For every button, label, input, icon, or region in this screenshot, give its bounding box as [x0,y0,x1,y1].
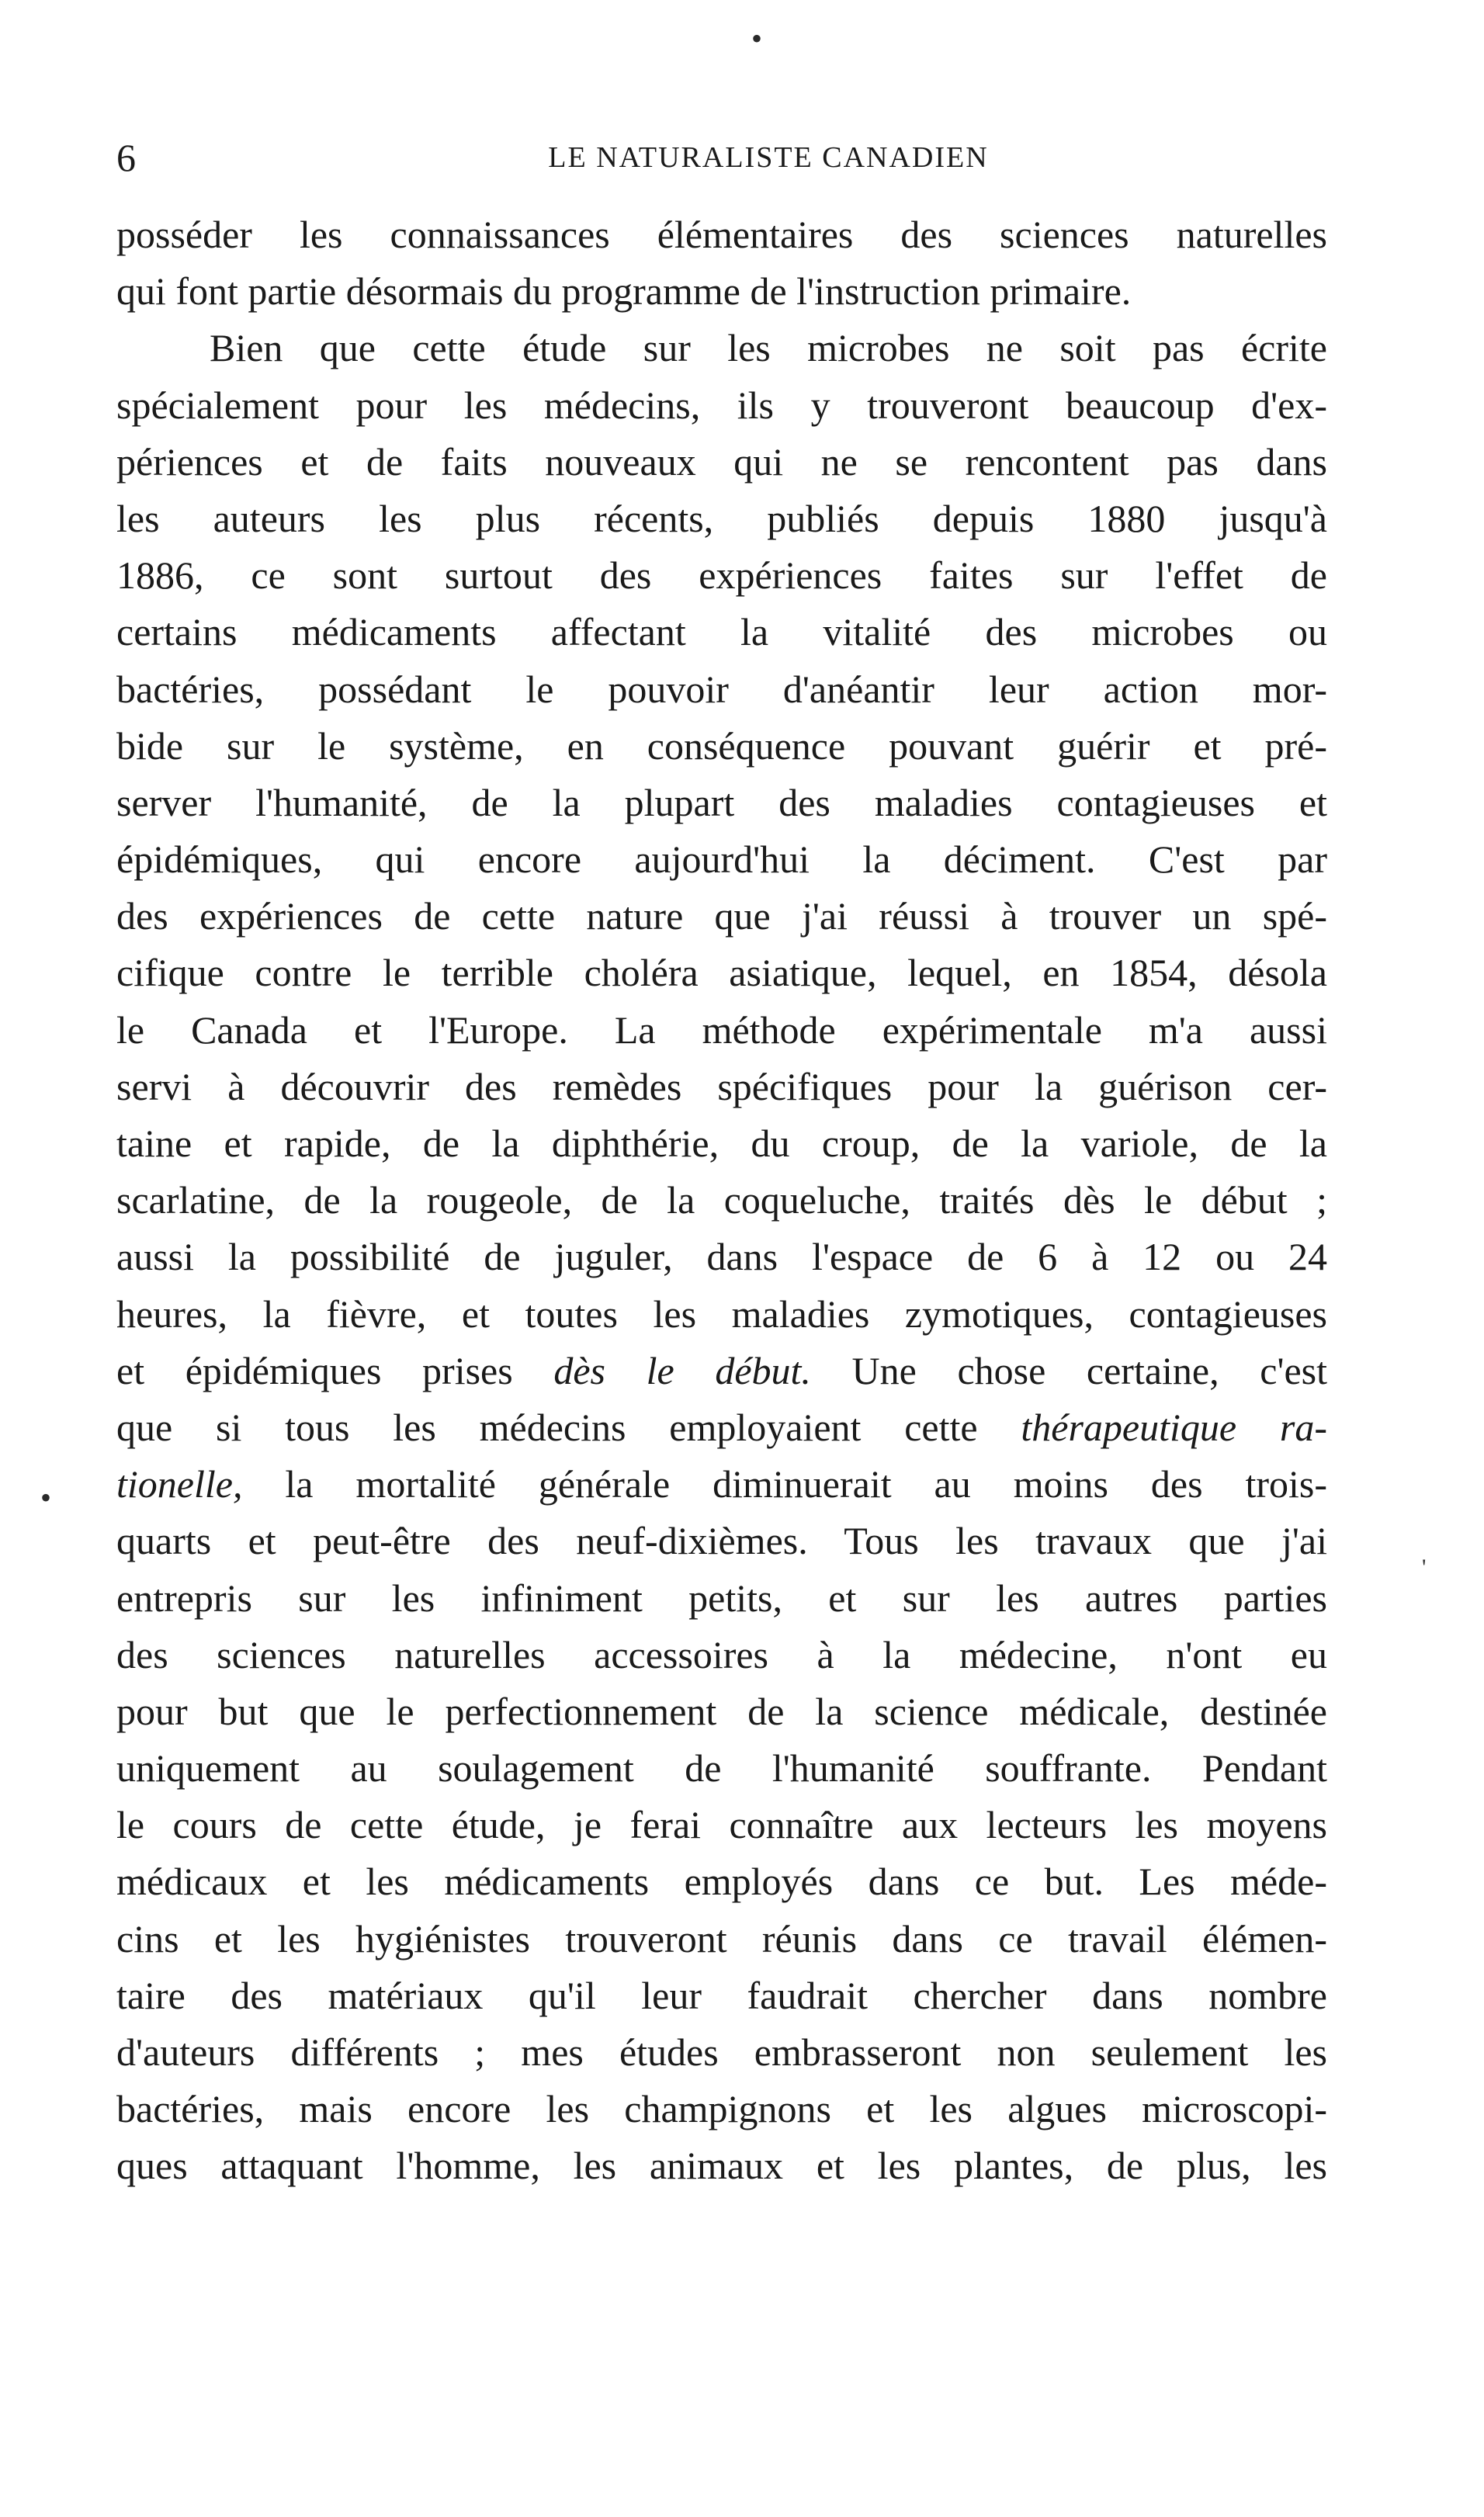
text-line: taire des matériaux qu'il leur faudrait chercher dans nombre [116,1973,1327,2017]
italic-text: tionelle, [116,1462,243,1506]
text-segment: et épidémiques prises [116,1348,513,1392]
body-text [116,206,1327,2195]
text-line: périences et de faits nouveaux qui ne se rencontent pas dans [116,439,1327,484]
text-line: le cours de cette étude, je ferai connaître aux lecteurs les moyens [116,1803,1327,1847]
text-line: posséder les connaissances élémentaires des sciences naturelles [116,213,1327,256]
text-line: bactéries, possédant le pouvoir d'anéantir leur action mor- [116,667,1327,711]
text-line: spécialement pour les médecins, ils y trouveront beaucoup d'ex- [116,383,1327,427]
print-speck: ' [1422,1555,1427,1580]
text-line: des sciences naturelles accessoires à la médecine, n'ont eu [116,1632,1327,1676]
text-line: uniquement au soulagement de l'humanité souffrante. Pendant [116,1746,1327,1791]
text-line: cins et les hygiénistes trouveront réunis dans ce travail élémen- [116,1916,1327,1961]
text-line: server l'humanité, de la plupart des maladies contagieuses et [116,780,1327,824]
text-segment: Une chose certaine, c'est [851,1348,1327,1392]
page-header [116,130,1327,185]
text-line [116,1399,1327,1456]
page-number: 6 [116,136,136,179]
text-line: quarts et peut-être des neuf-dixièmes. Tous les travaux que j'ai [116,1519,1327,1563]
text-line: médicaux et les médicaments employés dans ce but. Les méde- [116,1860,1327,1904]
text-line: des expériences de cette nature que j'ai réussi à trouver un spé- [116,894,1327,938]
text-line: taine et rapide, de la diphthérie, du croup, de la variole, de la [116,1122,1327,1165]
text-line: 1886, ce sont surtout des expériences faites sur l'effet de [116,553,1327,598]
text-line: certains médicaments affectant la vitalité des microbes ou [116,610,1327,654]
italic-text: thérapeutique ra- [1021,1405,1327,1449]
text-line: bactéries, mais encore les champignons et les algues microscopi- [116,2087,1327,2131]
text-line: d'auteurs différents ; mes études embrasseront non seulement les [116,2030,1327,2074]
text-line: bide sur le système, en conséquence pouvant guérir et pré- [116,723,1327,768]
text-line: heures, la fièvre, et toutes les maladies zymotiques, contagieuses [116,1291,1327,1336]
text-line: le Canada et l'Europe. La méthode expérimentale m'a aussi [116,1007,1327,1052]
text-line: ques attaquant l'homme, les animaux et les plantes, de plus, les [116,2144,1327,2188]
text-line: cifique contre le terrible choléra asiatique, lequel, en 1854, désola [116,951,1327,995]
margin-bullet-mark: • [40,1480,52,1515]
text-line [116,1343,1327,1399]
text-line: scarlatine, de la rougeole, de la coqueluche, traités dès le début ; [116,1178,1327,1222]
text-line [116,1456,1327,1513]
text-segment: que si tous les médecins employaient cette [116,1405,978,1449]
text-line: entrepris sur les infiniment petits, et sur les autres parties [116,1576,1327,1620]
italic-text: dès le début. [553,1348,811,1392]
text-line: servi à découvrir des remèdes spécifiques pour la guérison cer- [116,1064,1327,1108]
text-segment: la mortalité générale diminuerait au moins des trois- [285,1462,1327,1506]
running-head: LE NATURALISTE CANADIEN [548,141,989,174]
text-line: les auteurs les plus récents, publiés depuis 1880 jusqu'à [116,496,1327,540]
text-line: épidémiques, qui encore aujourd'hui la déciment. C'est par [116,837,1327,882]
print-speck: • [751,21,763,56]
text-line: Bien que cette étude sur les microbes ne soit pas écrite [210,326,1327,370]
text-line: qui font partie désormais du programme de l'instruction primaire. [116,269,1132,314]
text-line: pour but que le perfectionnement de la science médicale, destinée [116,1689,1327,1733]
text-line: aussi la possibilité de juguler, dans l'espace de 6 à 12 ou 24 [116,1235,1327,1279]
